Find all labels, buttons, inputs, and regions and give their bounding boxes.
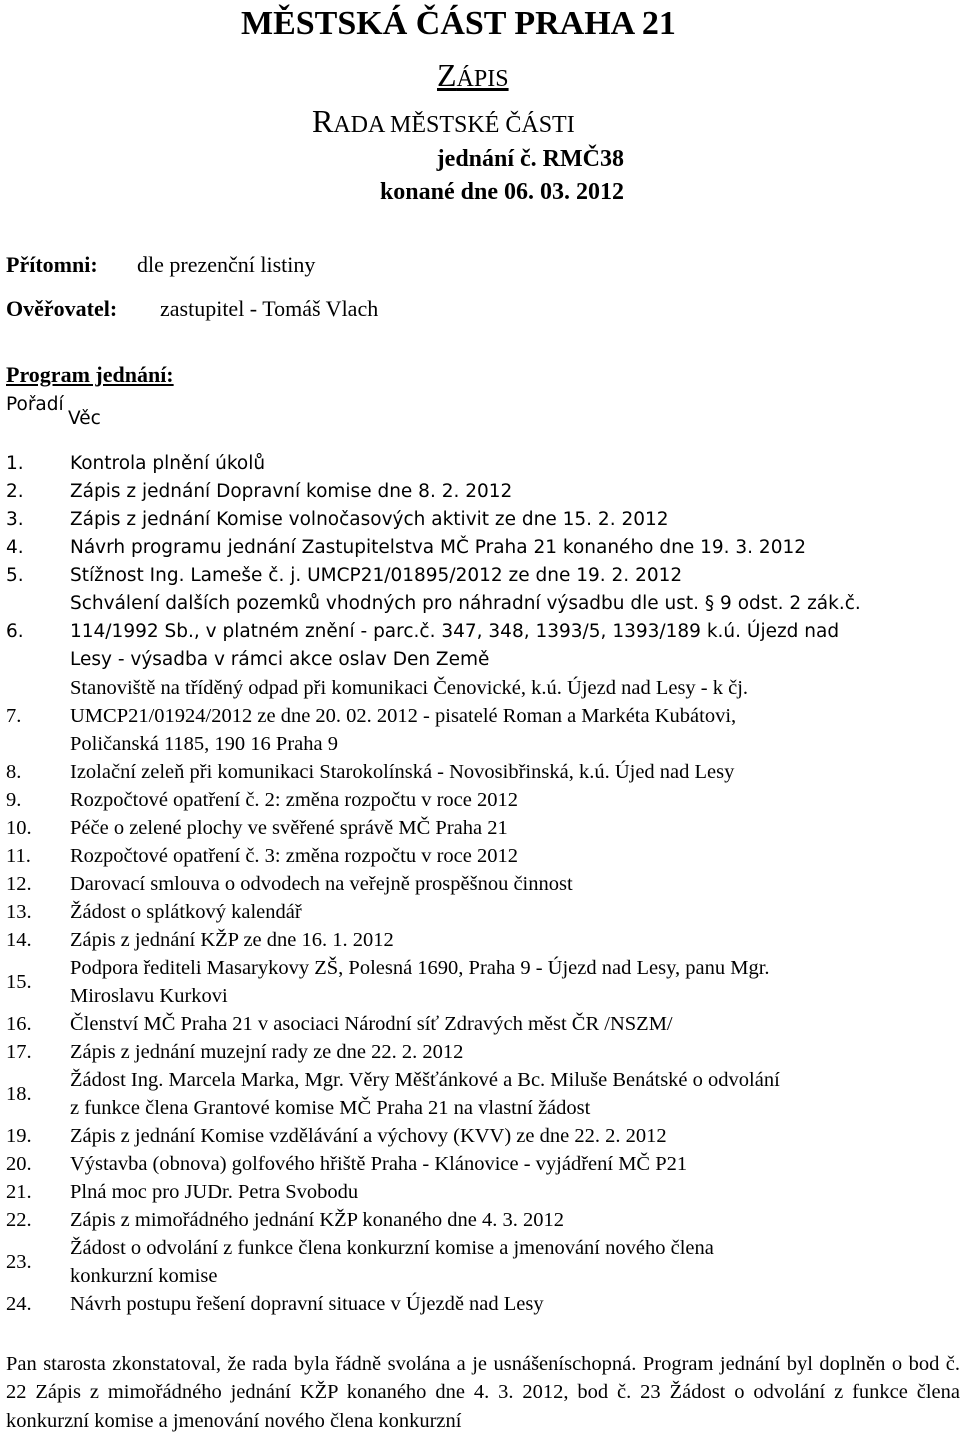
agenda-item-text: Stanoviště na tříděný odpad při komunikaci Čenovické, k.ú. Újezd nad Lesy - k čj. UMCP21/01924/2012 ze dne 20. 02. 2012 - pisatelé Roman a Markéta Kubátovi, Poličanská 1185, 190 16 Praha 9	[70, 677, 749, 755]
agenda-item-number: 18.	[6, 1083, 32, 1105]
agenda-list	[6, 450, 956, 1318]
agenda-item-number: 19.	[6, 1125, 32, 1147]
agenda-item-number: 13.	[6, 901, 32, 923]
column-header-item: Věc	[68, 408, 101, 429]
agenda-item-text: Schválení dalších pozemků vhodných pro náhradní výsadbu dle ust. § 9 odst. 2 zák.č. 114/1992 Sb., v platném znění - parc.č. 347, 348, 1393/5, 1393/189 k.ú. Újezd nad Lesy - výsadba v rámci akce oslav Den Země	[70, 593, 861, 670]
document-title: MĚSTSKÁ ČÁST PRAHA 21	[241, 5, 676, 42]
agenda-item-text: Žádost o odvolání z funkce člena konkurzní komise a jmenování nového člena konkurzní komise	[70, 1237, 714, 1287]
agenda-item-text: Zápis z jednání Komise vzdělávání a výchovy (KVV) ze dne 22. 2. 2012	[70, 1125, 667, 1147]
agenda-item	[6, 1122, 956, 1150]
zapis-initial: Z	[437, 57, 457, 93]
agenda-item-number: 15.	[6, 971, 32, 993]
zapis-rest: ÁPIS	[456, 66, 509, 92]
agenda-item-number: 20.	[6, 1153, 32, 1175]
agenda-item	[6, 758, 956, 786]
agenda-item-number: 11.	[6, 845, 31, 867]
agenda-item-number: 23.	[6, 1251, 32, 1273]
agenda-item-text: Zápis z mimořádného jednání KŽP konaného dne 4. 3. 2012	[70, 1209, 564, 1231]
agenda-item-text: Zápis z jednání muzejní rady ze dne 22. 2. 2012	[70, 1041, 464, 1063]
agenda-item-text: Žádost Ing. Marcela Marka, Mgr. Věry Měšťánkové a Bc. Miluše Benátské o odvolání z funkce člena Grantové komise MČ Praha 21 na vlastní žádost	[70, 1069, 780, 1119]
agenda-item	[6, 814, 956, 842]
agenda-item-text: Zápis z jednání Komise volnočasových aktivit ze dne 15. 2. 2012	[70, 509, 669, 530]
agenda-item	[6, 898, 956, 926]
agenda-item-number: 24.	[6, 1293, 32, 1315]
agenda-item-text: Péče o zelené plochy ve svěřené správě MČ Praha 21	[70, 817, 508, 839]
zapis-heading	[437, 55, 509, 99]
agenda-item	[6, 1038, 956, 1066]
agenda-item-text: Kontrola plnění úkolů	[70, 453, 266, 474]
agenda-item	[6, 450, 956, 478]
meeting-date: konané dne 06. 03. 2012	[379, 179, 624, 205]
rada-rest: ADA MĚSTSKÉ ČÁSTI	[333, 112, 575, 138]
agenda-item	[6, 870, 956, 898]
agenda-item-text: Darovací smlouva o odvodech na veřejně prospěšnou činnost	[70, 873, 573, 895]
agenda-item	[6, 842, 956, 870]
agenda-item	[6, 478, 956, 506]
agenda-item	[6, 1234, 956, 1290]
agenda-item-text: Návrh postupu řešení dopravní situace v Újezdě nad Lesy	[70, 1293, 544, 1315]
agenda-item-text: Podpora řediteli Masarykovy ZŠ, Polesná 1690, Praha 9 - Újezd nad Lesy, panu Mgr. Miroslavu Kurkovi	[70, 957, 770, 1007]
agenda-item-number: 17.	[6, 1041, 32, 1063]
agenda-item-text: Rozpočtové opatření č. 3: změna rozpočtu v roce 2012	[70, 845, 518, 867]
agenda-item	[6, 534, 956, 562]
meeting-number: jednání č. RMČ38	[436, 146, 624, 172]
agenda-item-text: Zápis z jednání KŽP ze dne 16. 1. 2012	[70, 929, 394, 951]
present-value: dle prezenční listiny	[137, 252, 316, 277]
agenda-item	[6, 926, 956, 954]
agenda-item	[6, 954, 956, 1010]
agenda-item-number: 4.	[6, 537, 24, 558]
agenda-item-text: Členství MČ Praha 21 v asociaci Národní síť Zdravých měst ČR /NSZM/	[70, 1013, 673, 1035]
column-header-order: Pořadí	[6, 394, 64, 415]
agenda-item-number: 7.	[6, 705, 22, 727]
agenda-item-number: 16.	[6, 1013, 32, 1035]
agenda-item-text: Výstavba (obnova) golfového hřiště Praha - Klánovice - vyjádření MČ P21	[70, 1153, 688, 1175]
agenda-item-number: 14.	[6, 929, 32, 951]
agenda-item-number: 3.	[6, 509, 24, 530]
rada-heading	[312, 100, 575, 146]
agenda-item	[6, 1066, 956, 1122]
agenda-item	[6, 562, 956, 590]
agenda-item-text: Návrh programu jednání Zastupitelstva MČ Praha 21 konaného dne 19. 3. 2012	[70, 537, 807, 558]
agenda-item-text: Rozpočtové opatření č. 2: změna rozpočtu v roce 2012	[70, 789, 518, 811]
present-label: Přítomni:	[6, 252, 98, 277]
agenda-item-number: 6.	[6, 621, 24, 642]
agenda-item-number: 8.	[6, 761, 22, 783]
agenda-item-text: Stížnost Ing. Lameše č. j. UMCP21/01895/2012 ze dne 19. 2. 2012	[70, 565, 683, 586]
agenda-item-number: 2.	[6, 481, 24, 502]
agenda-item-number: 22.	[6, 1209, 32, 1231]
agenda-item-number: 5.	[6, 565, 24, 586]
agenda-item-number: 1.	[6, 453, 24, 474]
agenda-item	[6, 1150, 956, 1178]
agenda-item-number: 10.	[6, 817, 32, 839]
verifier-value: zastupitel - Tomáš Vlach	[160, 296, 379, 321]
agenda-item-text: Zápis z jednání Dopravní komise dne 8. 2. 2012	[70, 481, 513, 502]
agenda-item	[6, 1206, 956, 1234]
program-heading: Program jednání:	[6, 362, 174, 387]
agenda-item	[6, 1290, 956, 1318]
agenda-item-number: 21.	[6, 1181, 32, 1203]
agenda-item	[6, 1010, 956, 1038]
agenda-item-number: 9.	[6, 789, 22, 811]
agenda-item-text: Žádost o splátkový kalendář	[70, 901, 302, 923]
agenda-item-text: Izolační zeleň při komunikaci Starokolínská - Novosibřinská, k.ú. Újed nad Lesy	[70, 761, 735, 783]
agenda-item	[6, 674, 956, 758]
agenda-item	[6, 506, 956, 534]
agenda-item-number: 12.	[6, 873, 32, 895]
closing-paragraph: Pan starosta zkonstatoval, že rada byla řádně svolána a je usnášeníschopná. Program jednání byl doplněn o bod č. 22 Zápis z mimořádného jednání KŽP konaného dne 4. 3. 2012, bod č. 23 Žádost o odvolání z funkce člena konkurzní komise a jmenování nového člena konkurzní	[6, 1353, 960, 1432]
agenda-item-text: Plná moc pro JUDr. Petra Svobodu	[70, 1181, 359, 1203]
verifier-label: Ověřovatel:	[6, 296, 118, 321]
agenda-item	[6, 786, 956, 814]
agenda-item	[6, 1178, 956, 1206]
rada-initial: R	[312, 103, 334, 139]
agenda-item	[6, 590, 956, 674]
